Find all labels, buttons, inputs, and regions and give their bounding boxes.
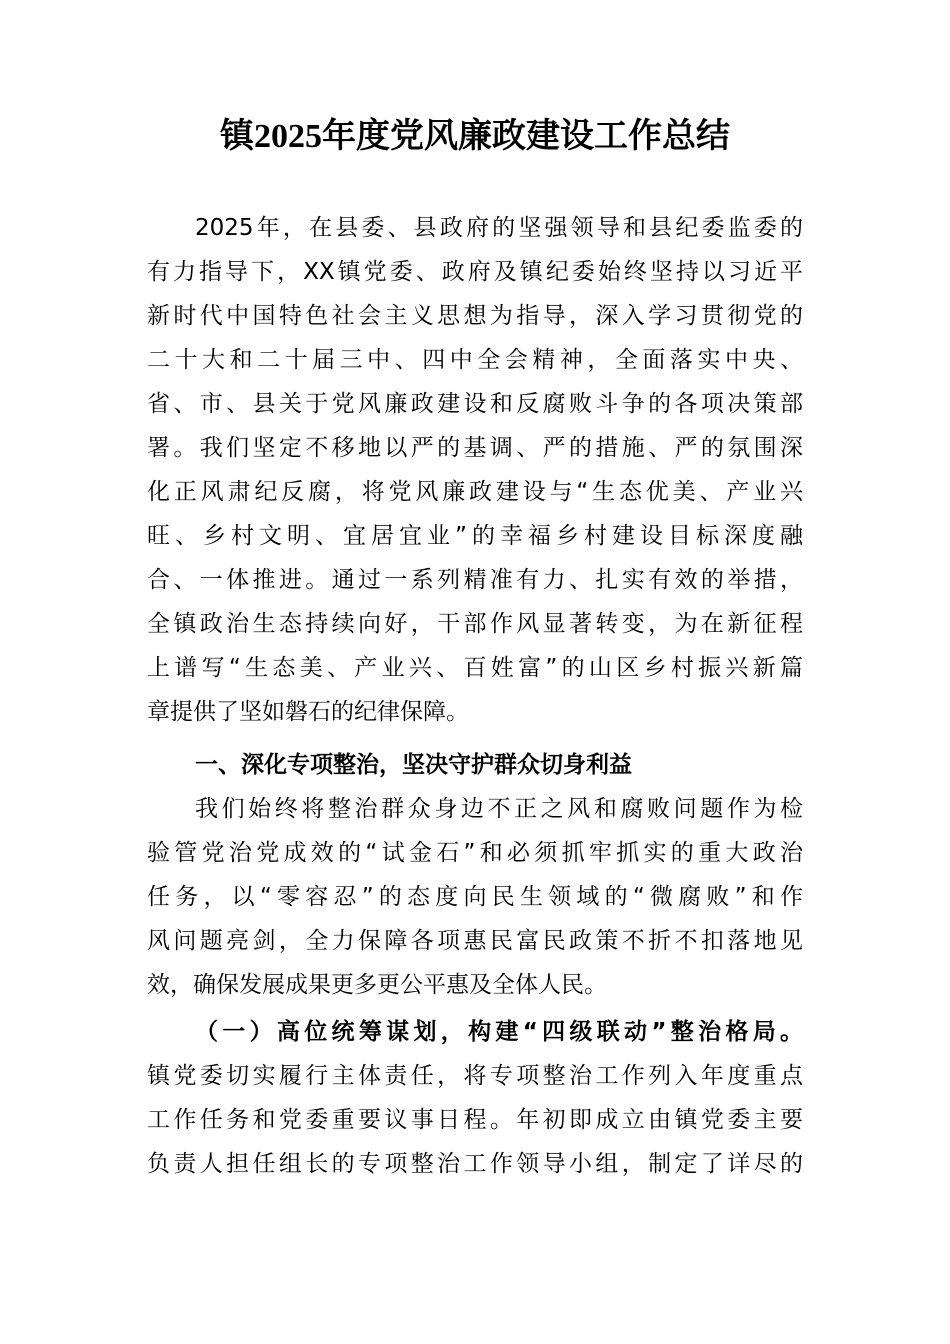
intro-line: 2025年，在县委、县政府的坚强领导和县纪委监委的 bbox=[195, 215, 803, 241]
section-line: 风问题亮剑，全力保障各项惠民富民政策不折不扣落地见 bbox=[147, 928, 803, 954]
intro-line: 上谱写“生态美、产业兴、百姓富”的山区乡村振兴新篇 bbox=[147, 655, 803, 681]
intro-line: 合、一体推进。通过一系列精准有力、扎实有效的举措， bbox=[147, 567, 803, 593]
subsection-line: 镇党委切实履行主体责任，将专项整治工作列入年度重点 bbox=[147, 1063, 803, 1089]
intro-line: 章提供了坚如磐石的纪律保障。 bbox=[147, 699, 469, 725]
section-line: 我们始终将整治群众身边不正之风和腐败问题作为检 bbox=[195, 796, 803, 822]
subsection-line: 负责人担任组长的专项整治工作领导小组，制定了详尽的 bbox=[147, 1151, 803, 1177]
section-line: 效，确保发展成果更多更公平惠及全体人民。 bbox=[147, 972, 607, 998]
section-heading: 一、深化专项整治，坚决守护群众切身利益 bbox=[195, 752, 632, 778]
intro-line: 旺、乡村文明、宜居宜业”的幸福乡村建设目标深度融 bbox=[147, 523, 803, 549]
intro-line: 全镇政治生态持续向好，干部作风显著转变，为在新征程 bbox=[147, 611, 803, 637]
intro-line: 省、市、县关于党风廉政建设和反腐败斗争的各项决策部 bbox=[147, 391, 803, 417]
section-line: 验管党治党成效的“试金石”和必须抓牢抓实的重大政治 bbox=[147, 840, 803, 866]
intro-line: 有力指导下，XX镇党委、政府及镇纪委始终坚持以习近平 bbox=[147, 259, 803, 285]
intro-line: 新时代中国特色社会主义思想为指导，深入学习贯彻党的 bbox=[147, 303, 803, 329]
subsection-heading: （一）高位统筹谋划，构建“四级联动”整治格局。 bbox=[195, 1019, 803, 1045]
subsection-line: 工作任务和党委重要议事日程。年初即成立由镇党委主要 bbox=[147, 1107, 803, 1133]
intro-line: 署。我们坚定不移地以严的基调、严的措施、严的氛围深 bbox=[147, 435, 803, 461]
section-line: 任务，以“零容忍”的态度向民生领域的“微腐败”和作 bbox=[147, 884, 803, 910]
intro-line: 二十大和二十届三中、四中全会精神，全面落实中央、 bbox=[147, 347, 803, 373]
intro-line: 化正风肃纪反腐，将党风廉政建设与“生态优美、产业兴 bbox=[147, 479, 803, 505]
document-title: 镇2025年度党风廉政建设工作总结 bbox=[220, 118, 730, 155]
